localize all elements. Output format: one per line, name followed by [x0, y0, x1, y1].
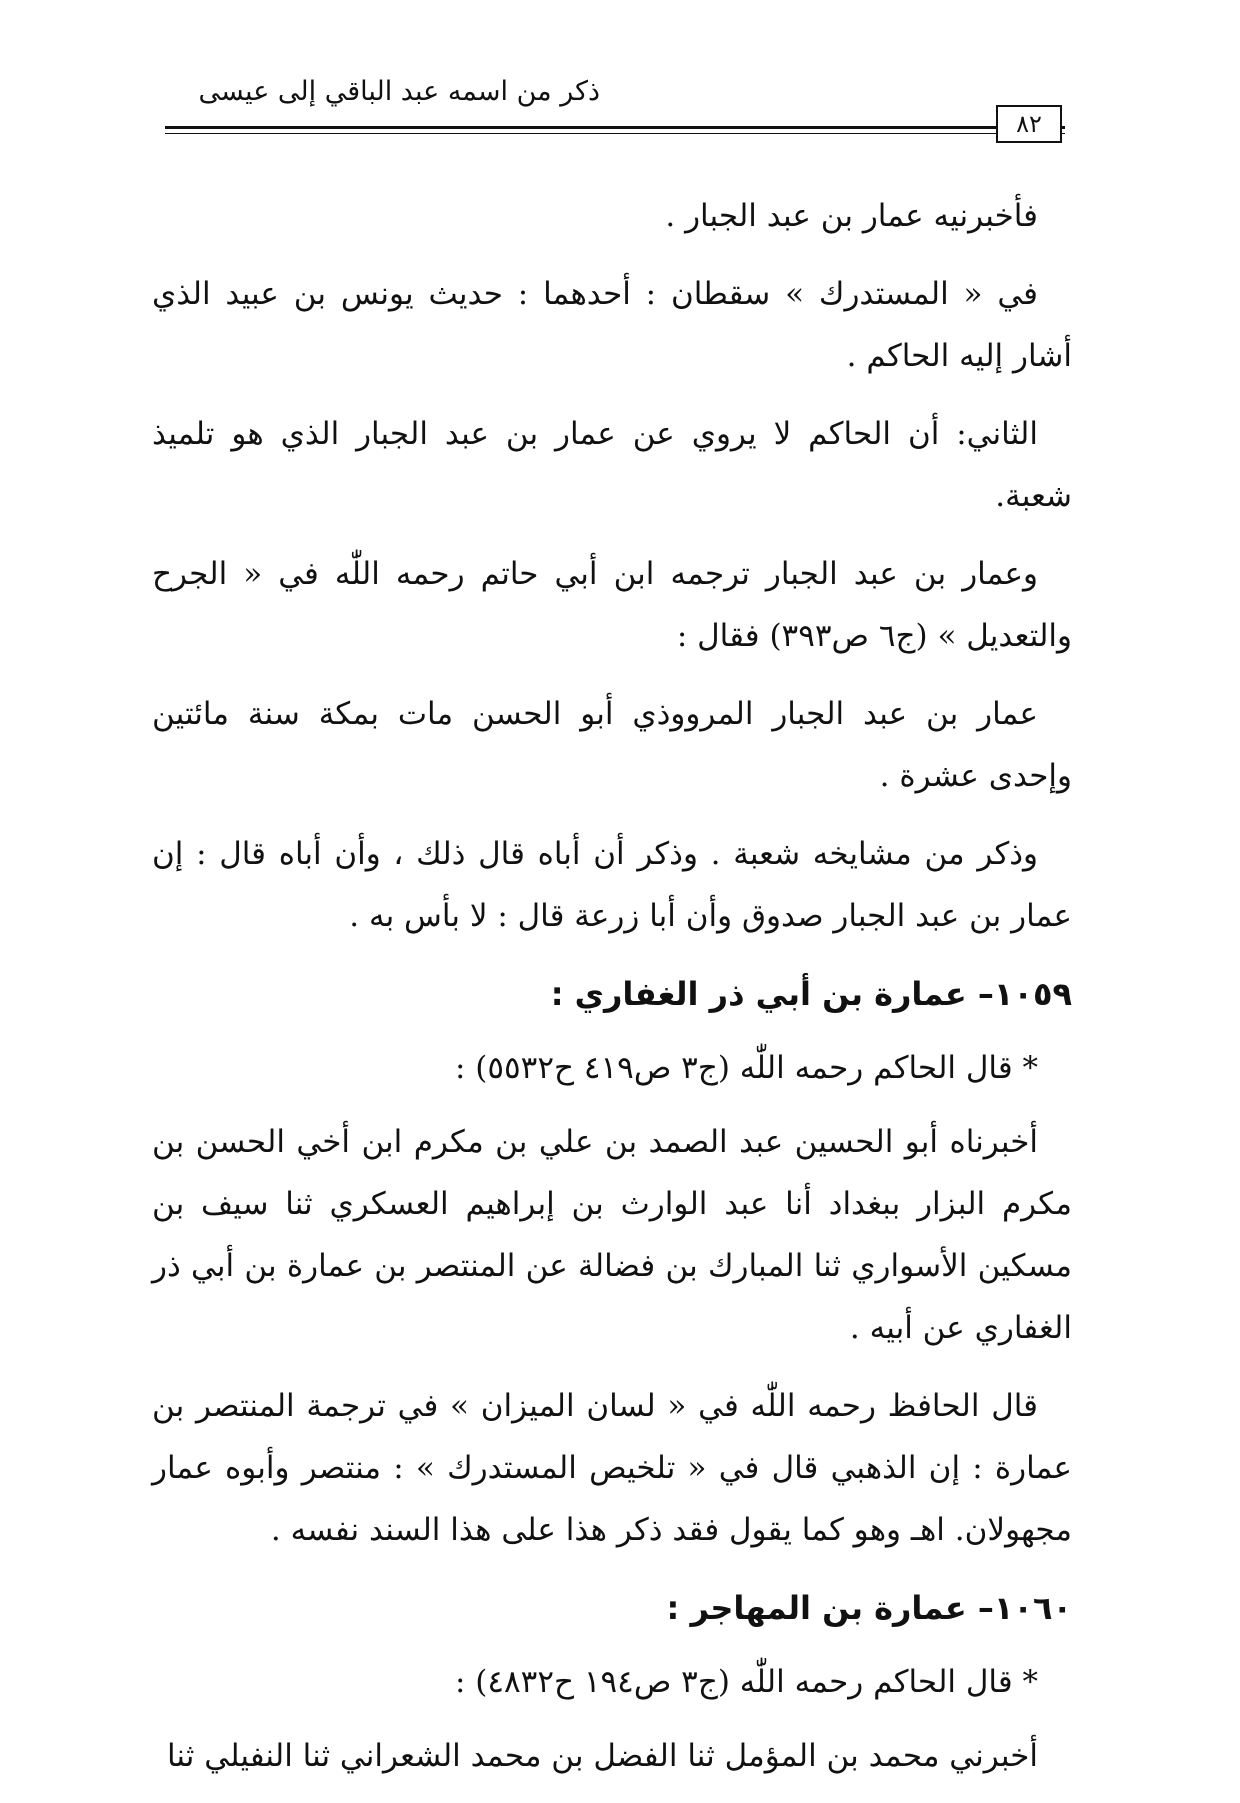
- paragraph: في « المستدرك » سقطان : أحدهما : حديث يونس بن عبيد الذي أشار إليه الحاكم .: [152, 276, 1072, 374]
- source-citation: * قال الحاكم رحمه اللّٰه (ج٣ ص١٩٤ ح٤٨٣٢) :: [454, 1664, 1038, 1700]
- paragraph: وعمار بن عبد الجبار ترجمه ابن أبي حاتم رحمه اللّٰه في « الجرح والتعديل » (ج٦ ص٣٩٣) فقال :: [152, 556, 1072, 654]
- paragraph: أخبرناه أبو الحسين عبد الصمد بن علي بن مكرم ابن أخي الحسن بن مكرم البزار ببغداد أنا عبد الوارث بن إبراهيم العسكري ثنا سيف بن مسكين الأسواري ثنا المبارك بن فضالة عن المنتصر بن عمارة بن أبي ذر الغفاري عن أبيه .: [152, 1124, 1072, 1346]
- paragraph: أخبرني محمد بن المؤمل ثنا الفضل بن محمد الشعراني ثنا النفيلي ثنا: [166, 1738, 1038, 1774]
- entry-heading: ١٠٥٩– عمارة بن أبي ذر الغفاري :: [550, 975, 1072, 1013]
- paragraph: الثاني: أن الحاكم لا يروي عن عمار بن عبد الجبار الذي هو تلميذ شعبة.: [152, 416, 1072, 514]
- running-header-title: ذكر من اسمه عبد الباقي إلى عيسى: [198, 76, 600, 107]
- paragraph: قال الحافظ رحمه اللّٰه في « لسان الميزان » في ترجمة المنتصر بن عمارة : إن الذهبي قال في « تلخيص المستدرك » : منتصر وأبوه عمار مجهولان. اهـ وهو كما يقول فقد ذكر هذا على هذا السند نفسه .: [152, 1388, 1073, 1548]
- paragraph: وذكر من مشايخه شعبة . وذكر أن أباه قال ذلك ، وأن أباه قال : إن عمار بن عبد الجبار صدوق وأن أبا زرعة قال : لا بأس به .: [152, 836, 1072, 934]
- source-citation: * قال الحاكم رحمه اللّٰه (ج٣ ص٤١٩ ح٥٥٣٢) :: [454, 1050, 1038, 1086]
- header-rule-thick: [165, 126, 1065, 129]
- header-rule-thin: [165, 133, 1065, 134]
- paragraph: عمار بن عبد الجبار المرووذي أبو الحسن مات بمكة سنة مائتين وإحدى عشرة .: [152, 696, 1072, 794]
- page-number: ٨٢: [996, 105, 1062, 143]
- page-body: [152, 185, 1072, 1803]
- entry-heading: ١٠٦٠– عمارة بن المهاجر :: [666, 1589, 1072, 1627]
- paragraph: فأخبرنيه عمار بن عبد الجبار .: [665, 198, 1038, 234]
